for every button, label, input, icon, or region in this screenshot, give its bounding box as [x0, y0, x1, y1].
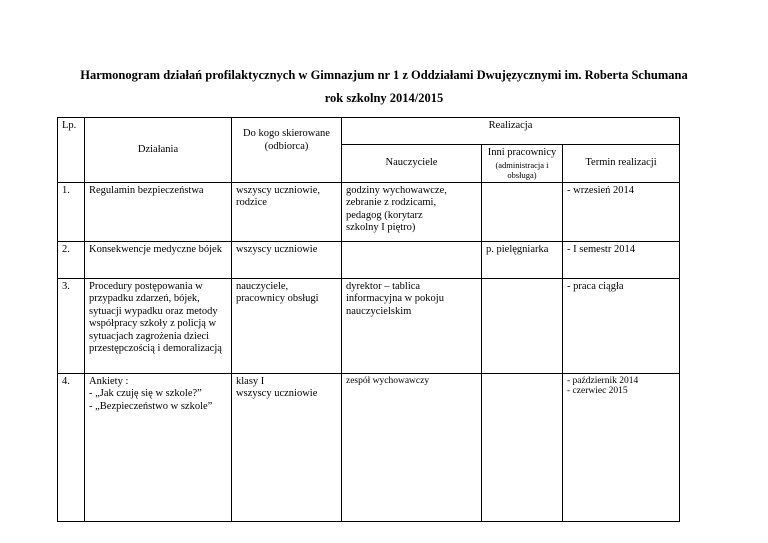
- cell-termin: - październik 2014 - czerwiec 2015: [563, 373, 680, 521]
- header-termin: Termin realizacji: [563, 145, 680, 183]
- cell-nauczyciele: zespół wychowawczy: [342, 373, 482, 521]
- header-inni-label: Inni pracownicy: [487, 147, 557, 158]
- header-nauczyciele: Nauczyciele: [342, 145, 482, 183]
- table-row: [58, 373, 680, 521]
- cell-inni: p. pielęgniarka: [482, 241, 563, 278]
- header-inni-sub: (administracja i obsługa): [495, 159, 549, 180]
- cell-termin: - praca ciągła: [563, 278, 680, 373]
- header-inni: [482, 145, 563, 183]
- cell-lp: 1.: [58, 182, 85, 241]
- cell-inni: [482, 182, 563, 241]
- cell-lp: 4.: [58, 373, 85, 521]
- cell-odbiorca: nauczyciele, pracownicy obsługi: [232, 278, 342, 373]
- header-row: [58, 118, 680, 145]
- cell-nauczyciele: [342, 241, 482, 278]
- table-row: [58, 182, 680, 241]
- cell-odbiorca: wszyscy uczniowie: [232, 241, 342, 278]
- cell-nauczyciele: godziny wychowawcze, zebranie z rodzicami, pedagog (korytarz szkolny I piętro): [342, 182, 482, 241]
- schedule-table: [57, 117, 680, 522]
- cell-dzialania: Regulamin bezpieczeństwa: [85, 182, 232, 241]
- cell-nauczyciele: dyrektor – tablica informacyjna w pokoju nauczycielskim: [342, 278, 482, 373]
- table-row: [58, 278, 680, 373]
- cell-lp: 2.: [58, 241, 85, 278]
- header-lp: Lp.: [58, 118, 85, 183]
- header-odbiorca: Do kogo skierowane (odbiorca): [232, 118, 342, 183]
- cell-dzialania: Ankiety : - „Jak czuję się w szkole?” - „Bezpieczeństwo w szkole”: [85, 373, 232, 521]
- cell-odbiorca: klasy I wszyscy uczniowie: [232, 373, 342, 521]
- table-row: [58, 241, 680, 278]
- header-realizacja: Realizacja: [342, 118, 680, 145]
- cell-termin: - wrzesień 2014: [563, 182, 680, 241]
- cell-lp: 3.: [58, 278, 85, 373]
- cell-inni: [482, 278, 563, 373]
- header-dzialania: Działania: [85, 118, 232, 183]
- cell-termin: - I semestr 2014: [563, 241, 680, 278]
- cell-dzialania: Procedury postępowania w przypadku zdarzeń, bójek, sytuacji wypadku oraz metody współpracy szkoły z policją w sytuacjach zagrożenia dzieci przestępczością i demoralizacją: [85, 278, 232, 373]
- document-title: Harmonogram działań profilaktycznych w Gimnazjum nr 1 z Oddziałami Dwujęzycznymi im. Roberta Schumana: [80, 68, 688, 82]
- document-subtitle: rok szkolny 2014/2015: [324, 91, 444, 105]
- cell-inni: [482, 373, 563, 521]
- cell-dzialania: Konsekwencje medyczne bójek: [85, 241, 232, 278]
- cell-odbiorca: wszyscy uczniowie, rodzice: [232, 182, 342, 241]
